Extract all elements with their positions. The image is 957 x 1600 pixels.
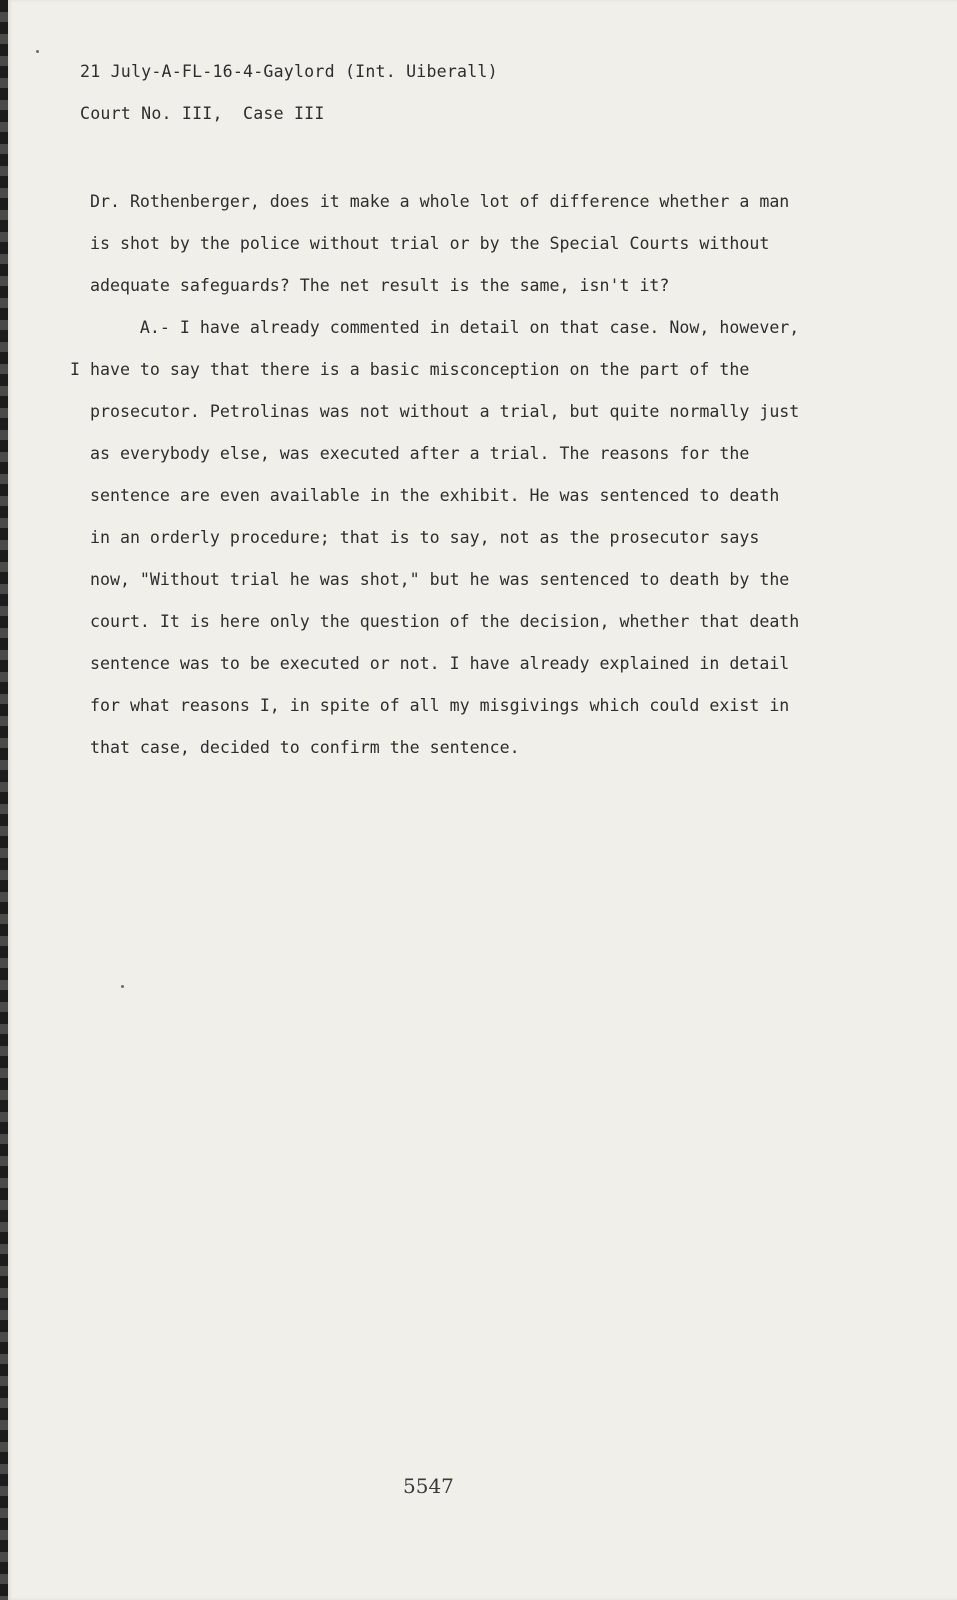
- transcript-line: that case, decided to confirm the sentence.: [70, 738, 520, 757]
- transcript-line: sentence was to be executed or not. I have already explained in detail: [70, 654, 790, 673]
- transcript-line: now, "Without trial he was shot," but he was sentenced to death by the: [70, 570, 790, 589]
- transcript-line: Dr. Rothenberger, does it make a whole lot of difference whether a man: [70, 192, 790, 211]
- transcript-line: for what reasons I, in spite of all my misgivings which could exist in: [70, 696, 790, 715]
- document-header-court: Court No. III, Case III: [80, 104, 325, 123]
- transcript-line: is shot by the police without trial or by the Special Courts without: [70, 234, 770, 253]
- document-header-reference: 21 July-A-FL-16-4-Gaylord (Int. Uiberall): [80, 62, 498, 81]
- transcript-body: [70, 190, 830, 778]
- paper-speck: [36, 50, 39, 53]
- page-number: 5547: [403, 1474, 454, 1498]
- transcript-line: prosecutor. Petrolinas was not without a trial, but quite normally just: [70, 402, 800, 421]
- transcript-line: A.- I have already commented in detail on that case. Now, however,: [70, 318, 800, 337]
- transcript-line: court. It is here only the question of the decision, whether that death: [70, 612, 800, 631]
- transcript-line: sentence are even available in the exhibit. He was sentenced to death: [70, 486, 780, 505]
- transcript-line: I have to say that there is a basic misconception on the part of the: [70, 360, 750, 379]
- transcript-line: in an orderly procedure; that is to say, not as the prosecutor says: [70, 528, 760, 547]
- transcript-line: as everybody else, was executed after a trial. The reasons for the: [70, 444, 750, 463]
- binding-edge: [0, 0, 8, 1600]
- transcript-line: adequate safeguards? The net result is the same, isn't it?: [70, 276, 670, 295]
- paper-speck: [121, 985, 124, 988]
